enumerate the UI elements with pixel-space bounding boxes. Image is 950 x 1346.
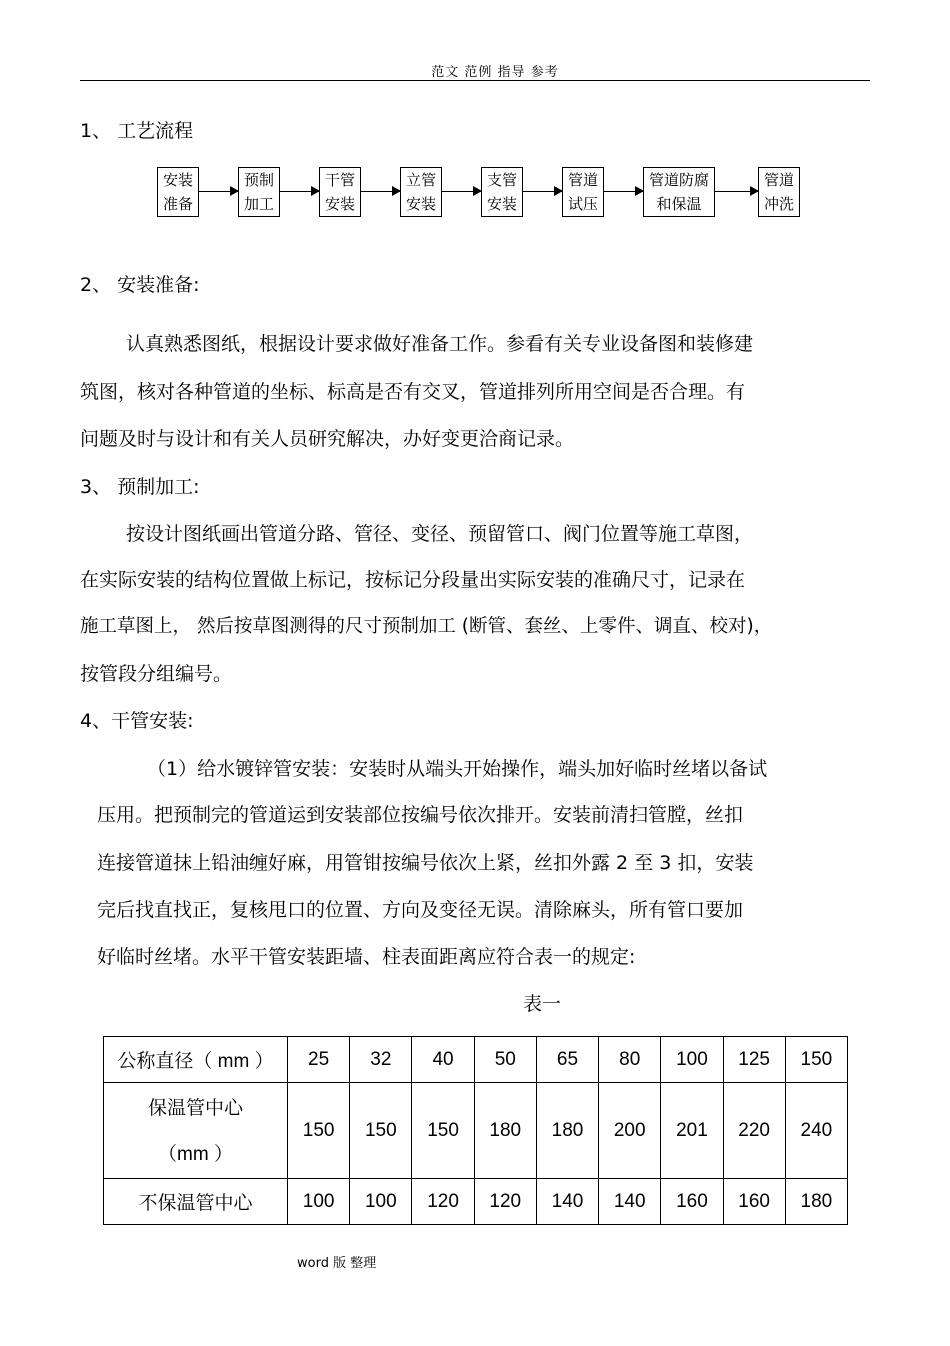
flow-step-8-line2: 冲洗 [763,195,794,213]
section-3-line-2: 在实际安装的结构位置做上标记，按标记分段量出实际安装的准确尺寸，记录在 [80,569,746,591]
row-label-line-1: 保温管中心 [147,1097,243,1119]
flow-step-4-line1: 立管 [405,171,436,189]
section-2-line-2: 筑图，核对各种管道的坐标、标高是否有交叉，管道排列所用空间是否合理。有 [80,381,746,403]
row-label: 不保温管中心 [104,1179,288,1225]
section-4-line-5: 好临时丝堵。水平干管安装距墙、柱表面距离应符合表一的规定: [97,946,636,968]
section-3-line-4: 按管段分组编号。 [80,663,233,685]
flow-arrow-3 [361,191,400,192]
section-4-line-3: 连接管道抹上铅油缠好麻，用管钳按编号依次上紧，丝扣外露 2 至 3 扣，安装 [97,852,754,874]
flow-arrow-6 [604,191,643,192]
table-cell: 240 [785,1083,847,1179]
table-cell: 220 [723,1083,785,1179]
flow-arrow-7 [715,191,758,192]
table-cell: 150 [412,1083,474,1179]
table-cell: 150 [350,1083,412,1179]
table-cell: 180 [474,1083,536,1179]
page-header: 范文 范例 指导 参考 [431,65,559,80]
table-cell: 40 [412,1037,474,1083]
flow-step-6 [562,167,604,217]
flow-arrow-5 [523,191,562,192]
table-cell: 160 [723,1179,785,1225]
table-cell: 140 [536,1179,598,1225]
table-row [104,1083,848,1179]
row-label-line-2: （mm ） [158,1143,233,1165]
section-2-line-1: 认真熟悉图纸，根据设计要求做好准备工作。参看有关专业设备图和装修建 [126,333,754,355]
section-3-line-1: 按设计图纸画出管道分路、管径、变径、预留管口、阀门位置等施工草图， [126,523,754,545]
flow-step-3 [319,167,361,217]
section-4-line-4: 完后找直找正，复核甩口的位置、方向及变径无误。清除麻头，所有管口要加 [97,899,744,921]
table-cell: 65 [536,1037,598,1083]
table-cell: 100 [350,1179,412,1225]
table-cell: 25 [288,1037,350,1083]
section-1-title: 1、 工艺流程 [80,120,194,142]
table-cell: 200 [599,1083,661,1179]
flow-step-1-line1: 安装 [162,171,193,189]
flow-step-3-line1: 干管 [324,171,355,189]
table-caption: 表一 [523,993,562,1015]
flow-step-6-line1: 管道 [567,171,598,189]
flow-step-2-line2: 加工 [243,195,274,213]
section-2-title: 2、 安装准备: [80,274,200,296]
flow-step-8 [758,167,800,217]
table-cell: 32 [350,1037,412,1083]
flow-arrow-2 [280,191,319,192]
section-3-line-3: 施工草图上， 然后按草图测得的尺寸预制加工 (断管、套丝、上零件、调直、校对)， [80,616,773,637]
header-rule [80,80,870,81]
section-3-title: 3、 预制加工: [80,476,200,498]
table-cell: 150 [288,1083,350,1179]
flow-step-1 [157,167,199,217]
table-cell: 120 [412,1179,474,1225]
table-cell: 180 [536,1083,598,1179]
table-cell: 201 [661,1083,723,1179]
flow-step-2-line1: 预制 [243,171,274,189]
page-footer: word 版 整理 [297,1256,377,1271]
row-label [104,1083,288,1179]
spacing-table [103,1036,848,1225]
section-2-line-3: 问题及时与设计和有关人员研究解决，办好变更洽商记录。 [80,428,575,450]
section-4-line-1: （1）给水镀锌管安装：安装时从端头开始操作，端头加好临时丝堵以备试 [147,758,768,780]
flow-step-5-line2: 安装 [486,195,517,213]
table-row [104,1179,848,1225]
table-cell: 80 [599,1037,661,1083]
flow-step-7 [643,167,715,217]
flow-step-7-line2: 和保温 [656,195,702,213]
section-4-line-2: 压用。把预制完的管道运到安装部位按编号依次排开。安装前清扫管膛，丝扣 [97,804,744,826]
flow-step-4-line2: 安装 [405,195,436,213]
table-cell: 125 [723,1037,785,1083]
flow-step-3-line2: 安装 [324,195,355,213]
table-row [104,1037,848,1083]
flow-step-5-line1: 支管 [486,171,517,189]
row-label: 公称直径（ mm ） [104,1037,288,1083]
table-cell: 180 [785,1179,847,1225]
table-cell: 140 [599,1179,661,1225]
flow-step-1-line2: 准备 [162,195,193,213]
flow-arrow-4 [442,191,481,192]
flow-arrow-1 [199,191,238,192]
section-4-title: 4、干管安装: [80,710,194,732]
flow-step-8-line1: 管道 [763,171,794,189]
table-cell: 120 [474,1179,536,1225]
table-cell: 50 [474,1037,536,1083]
table-cell: 100 [288,1179,350,1225]
table-cell: 100 [661,1037,723,1083]
flow-step-6-line2: 试压 [567,195,598,213]
flow-step-2 [238,167,280,217]
flow-step-4 [400,167,442,217]
flow-step-7-line1: 管道防腐 [648,171,709,189]
table-cell: 150 [785,1037,847,1083]
flow-step-5 [481,167,523,217]
table-cell: 160 [661,1179,723,1225]
